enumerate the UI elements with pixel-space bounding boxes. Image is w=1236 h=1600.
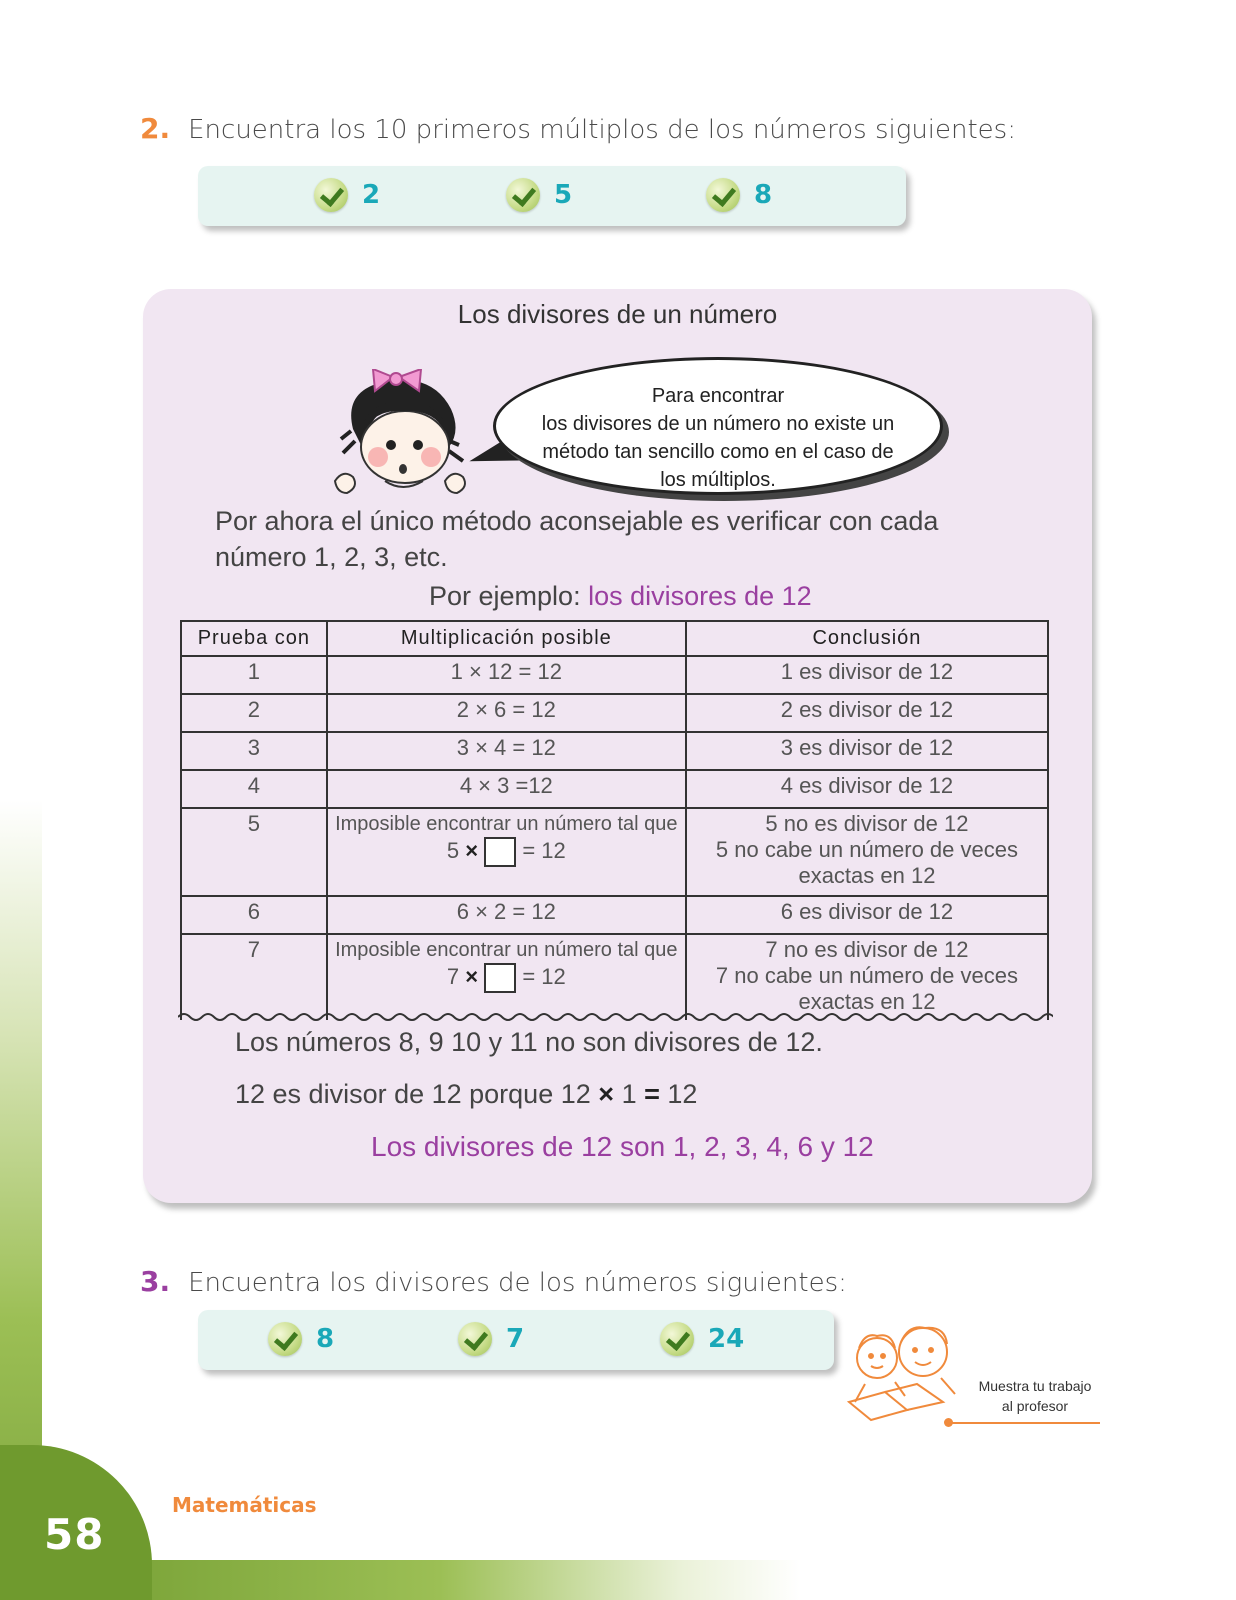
table-cell: 4 xyxy=(181,770,327,808)
times-symbol: × xyxy=(598,1079,615,1109)
table-cell xyxy=(686,934,1048,1020)
table-header: Conclusión xyxy=(686,621,1048,656)
times-symbol: × xyxy=(465,963,479,989)
girl-character-icon xyxy=(333,369,483,499)
check-icon xyxy=(706,178,740,212)
divisors-conclusion: Los divisores de 12 son 1, 2, 3, 4, 6 y 12 xyxy=(371,1131,874,1162)
page-number: 58 xyxy=(44,1510,105,1559)
exercise-3-item xyxy=(660,1322,744,1356)
cell-line: 7 no cabe un número de veces xyxy=(715,963,1018,988)
table-cell: 5 xyxy=(181,808,327,896)
cell-line: exactas en 12 xyxy=(798,989,936,1014)
cell-line: Imposible encontrar un número tal que xyxy=(335,939,678,961)
cell-line: exactas en 12 xyxy=(798,863,936,888)
table-cell: 4 × 3 =12 xyxy=(327,770,686,808)
exercise-2-item xyxy=(506,178,572,212)
check-icon xyxy=(268,1322,302,1356)
check-icon xyxy=(660,1322,694,1356)
exercise-2-items xyxy=(198,166,906,226)
table-cell: 7 xyxy=(181,934,327,1020)
speech-bubble xyxy=(493,357,943,495)
times-symbol: × xyxy=(465,837,479,863)
item-value: 2 xyxy=(362,180,381,210)
exercise-2-item xyxy=(706,178,772,212)
note-non-divisors: Los números 8, 9 10 y 11 no son divisores de 12. xyxy=(235,1027,823,1057)
cell-line xyxy=(328,963,685,993)
paragraph-line: número 1, 2, 3, etc. xyxy=(215,542,448,572)
result: = 12 xyxy=(522,963,566,989)
table-row xyxy=(181,656,1048,694)
exercise-3-item xyxy=(458,1322,524,1356)
teacher-note-line: Muestra tu trabajo xyxy=(978,1378,1092,1394)
example-line xyxy=(429,581,812,612)
note-self-divisor xyxy=(235,1079,697,1110)
exercise-2-text: Encuentra los 10 primeros múltiplos de los números siguientes: xyxy=(188,115,1016,145)
cell-line: Imposible encontrar un número tal que xyxy=(335,813,678,835)
paragraph-line: Por ahora el único método aconsejable es verificar con cada xyxy=(215,506,939,536)
item-value: 24 xyxy=(708,1324,745,1354)
table-row xyxy=(181,808,1048,896)
teacher-note-underline xyxy=(950,1422,1100,1424)
cell-line xyxy=(328,837,685,867)
teacher-note xyxy=(960,1376,1110,1416)
table-header-row xyxy=(181,621,1048,656)
bubble-line: método tan sencillo como en el caso de xyxy=(542,441,894,463)
cell-line: 7 no es divisor de 12 xyxy=(765,937,969,962)
exercise-2-item xyxy=(314,178,380,212)
table-row xyxy=(181,770,1048,808)
table-cell: 2 xyxy=(181,694,327,732)
exercise-3-item xyxy=(268,1322,334,1356)
exercise-3-text: Encuentra los divisores de los números siguientes: xyxy=(188,1268,847,1298)
divisors-concept-box xyxy=(143,289,1092,1203)
table-cell: 3 × 4 = 12 xyxy=(327,732,686,770)
speech-bubble-text xyxy=(496,382,940,494)
subject-label: Matemáticas xyxy=(172,1493,317,1517)
table-cell: 1 es divisor de 12 xyxy=(686,656,1048,694)
table-cell: 3 es divisor de 12 xyxy=(686,732,1048,770)
table-header: Prueba con xyxy=(181,621,327,656)
check-icon xyxy=(314,178,348,212)
factor: 7 xyxy=(446,963,460,989)
table-row xyxy=(181,732,1048,770)
bubble-line: Para encontrar xyxy=(651,385,785,407)
table-cell: 4 es divisor de 12 xyxy=(686,770,1048,808)
exercise-2-heading xyxy=(140,112,1016,145)
exercise-3-number: 3. xyxy=(140,1265,171,1298)
table-header: Multiplicación posible xyxy=(327,621,686,656)
table-cell: 1 xyxy=(181,656,327,694)
exercise-2-number: 2. xyxy=(140,112,171,145)
equals-symbol: = xyxy=(644,1079,660,1109)
table-cell: 1 × 12 = 12 xyxy=(327,656,686,694)
table-cell: 3 xyxy=(181,732,327,770)
table-row xyxy=(181,694,1048,732)
bubble-line: los divisores de un número no existe un xyxy=(541,413,895,435)
table-cell: 6 xyxy=(181,896,327,934)
table-cell: 6 es divisor de 12 xyxy=(686,896,1048,934)
item-value: 5 xyxy=(554,180,573,210)
table-row xyxy=(181,934,1048,1020)
note-part: 12 es divisor de 12 porque 12 xyxy=(235,1079,591,1109)
blank-box xyxy=(484,963,516,993)
cell-line: 5 no cabe un número de veces xyxy=(715,837,1018,862)
example-highlight: los divisores de 12 xyxy=(588,581,812,611)
method-paragraph xyxy=(215,503,975,575)
concept-title: Los divisores de un número xyxy=(457,299,778,329)
kids-reading-icon xyxy=(845,1322,965,1422)
table-cell xyxy=(327,934,686,1020)
table-cell xyxy=(686,808,1048,896)
factor: 5 xyxy=(446,837,460,863)
item-value: 8 xyxy=(316,1324,335,1354)
example-prefix: Por ejemplo: xyxy=(429,581,589,611)
divisors-table xyxy=(180,620,1049,1020)
table-cell xyxy=(327,808,686,896)
teacher-note-line: al profesor xyxy=(1001,1398,1069,1414)
table-cell: 2 × 6 = 12 xyxy=(327,694,686,732)
exercise-3-items xyxy=(198,1310,834,1370)
check-icon xyxy=(458,1322,492,1356)
note-part: 1 xyxy=(621,1079,637,1109)
table-row xyxy=(181,896,1048,934)
check-icon xyxy=(506,178,540,212)
item-value: 8 xyxy=(754,180,773,210)
result: = 12 xyxy=(522,837,566,863)
note-part: 12 xyxy=(667,1079,698,1109)
cell-line: 5 no es divisor de 12 xyxy=(765,811,969,836)
table-cell: 2 es divisor de 12 xyxy=(686,694,1048,732)
exercise-3-heading xyxy=(140,1265,847,1298)
bubble-line: los múltiplos. xyxy=(660,469,776,491)
item-value: 7 xyxy=(506,1324,525,1354)
table-cell: 6 × 2 = 12 xyxy=(327,896,686,934)
blank-box xyxy=(484,837,516,867)
torn-edge-line xyxy=(178,1011,1053,1023)
